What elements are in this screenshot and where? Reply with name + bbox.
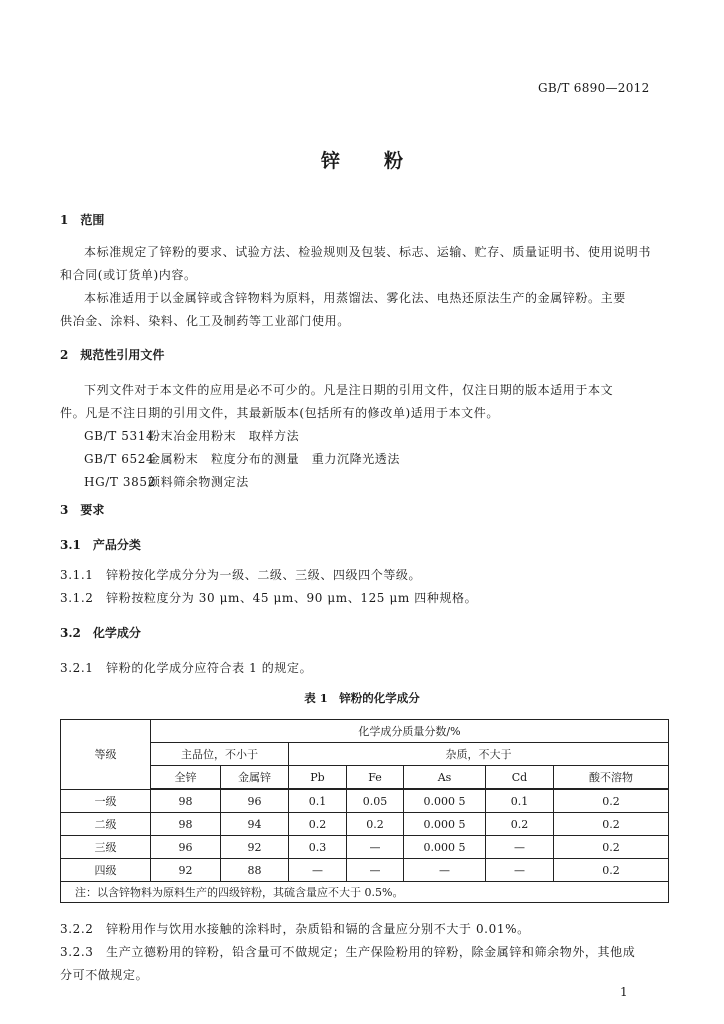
column-header: 金属锌 xyxy=(221,766,289,790)
paragraph: 供冶金、涂料、染料、化工及制药等工业部门使用。 xyxy=(60,314,350,328)
paragraph: 本标准适用于以金属锌或含锌物料为原料，用蒸馏法、雾化法、电热还原法生产的金属锌粉。主要 xyxy=(84,291,626,305)
section-2-heading: 2 规范性引用文件 xyxy=(60,348,165,362)
value-cell: 0.1 xyxy=(289,789,347,813)
value-cell: 0.000 5 xyxy=(404,789,486,813)
column-header: Fe xyxy=(347,766,404,790)
value-cell: 0.3 xyxy=(289,836,347,859)
section-3-2-heading: 3.2 化学成分 xyxy=(60,626,141,640)
grade-cell: 一级 xyxy=(61,789,151,813)
column-header: Pb xyxy=(289,766,347,790)
reference-item: HG/T 3852颜料筛余物测定法 xyxy=(84,475,249,489)
document-title xyxy=(0,146,724,173)
value-cell: — xyxy=(404,859,486,882)
header-impurity: 杂质，不大于 xyxy=(289,743,669,766)
clause-3-1-1: 3.1.1 锌粉按化学成分分为一级、二级、三级、四级四个等级。 xyxy=(60,568,422,582)
header-chem-composition: 化学成分质量分数/% xyxy=(151,720,669,743)
column-header: Cd xyxy=(486,766,554,790)
page-number: 1 xyxy=(620,985,628,999)
table-row xyxy=(61,789,669,813)
value-cell: 0.2 xyxy=(347,813,404,836)
value-cell: 0.2 xyxy=(554,789,669,813)
clause-3-1-2: 3.1.2 锌粉按粒度分为 30 μm、45 μm、90 μm、125 μm 四种规格。 xyxy=(60,591,478,605)
paragraph: 和合同(或订货单)内容。 xyxy=(60,268,197,282)
value-cell: 0.2 xyxy=(289,813,347,836)
value-cell: 0.2 xyxy=(554,859,669,882)
value-cell: 0.1 xyxy=(486,789,554,813)
title-char: 粉 xyxy=(384,150,404,172)
value-cell: — xyxy=(347,836,404,859)
value-cell: 88 xyxy=(221,859,289,882)
value-cell: 0.05 xyxy=(347,789,404,813)
header-main-grade: 主品位，不小于 xyxy=(151,743,289,766)
grade-cell: 四级 xyxy=(61,859,151,882)
table-caption: 表 1 锌粉的化学成分 xyxy=(304,691,420,705)
title-char: 锌 xyxy=(320,150,340,172)
clause-3-2-3: 3.2.3 生产立德粉用的锌粉，铅含量可不做规定；生产保险粉用的锌粉，除金属锌和筛余物外，其他成 xyxy=(60,945,636,959)
clause-3-2-3-cont: 分可不做规定。 xyxy=(60,968,149,982)
column-header: 酸不溶物 xyxy=(554,766,669,790)
value-cell: 92 xyxy=(221,836,289,859)
value-cell: 0.000 5 xyxy=(404,836,486,859)
value-cell: 0.2 xyxy=(554,813,669,836)
value-cell: 96 xyxy=(221,789,289,813)
value-cell: 98 xyxy=(151,789,221,813)
table-row xyxy=(61,813,669,836)
standard-number: GB/T 6890—2012 xyxy=(538,81,650,95)
paragraph: 本标准规定了锌粉的要求、试验方法、检验规则及包装、标志、运输、贮存、质量证明书、使用说明书 xyxy=(84,245,652,259)
grade-cell: 三级 xyxy=(61,836,151,859)
chemical-composition-table xyxy=(60,719,669,903)
value-cell: 94 xyxy=(221,813,289,836)
reference-item: GB/T 5314粉末冶金用粉末 取样方法 xyxy=(84,429,300,443)
value-cell: 0.000 5 xyxy=(404,813,486,836)
value-cell: 96 xyxy=(151,836,221,859)
paragraph: 下列文件对于本文件的应用是必不可少的。凡是注日期的引用文件，仅注日期的版本适用于本文 xyxy=(84,383,614,397)
value-cell: — xyxy=(486,836,554,859)
value-cell: 92 xyxy=(151,859,221,882)
value-cell: — xyxy=(347,859,404,882)
section-3-1-heading: 3.1 产品分类 xyxy=(60,538,141,552)
value-cell: 0.2 xyxy=(486,813,554,836)
value-cell: 0.2 xyxy=(554,836,669,859)
value-cell: 98 xyxy=(151,813,221,836)
column-header: 全锌 xyxy=(151,766,221,790)
value-cell: — xyxy=(289,859,347,882)
clause-3-2-2: 3.2.2 锌粉用作与饮用水接触的涂料时，杂质铅和镉的含量应分别不大于 0.01%。 xyxy=(60,922,530,936)
reference-item: GB/T 6524金属粉末 粒度分布的测量 重力沉降光透法 xyxy=(84,452,401,466)
table-row xyxy=(61,859,669,882)
header-grade: 等级 xyxy=(61,720,151,790)
section-3-heading: 3 要求 xyxy=(60,503,105,517)
table-row xyxy=(61,836,669,859)
table-note: 注：以含锌物料为原料生产的四级锌粉，其硫含量应不大于 0.5%。 xyxy=(61,882,669,903)
section-1-heading: 1 范围 xyxy=(60,213,105,227)
grade-cell: 二级 xyxy=(61,813,151,836)
column-header: As xyxy=(404,766,486,790)
clause-3-2-1: 3.2.1 锌粉的化学成分应符合表 1 的规定。 xyxy=(60,661,313,675)
value-cell: — xyxy=(486,859,554,882)
paragraph: 件。凡是不注日期的引用文件，其最新版本(包括所有的修改单)适用于本文件。 xyxy=(60,406,499,420)
